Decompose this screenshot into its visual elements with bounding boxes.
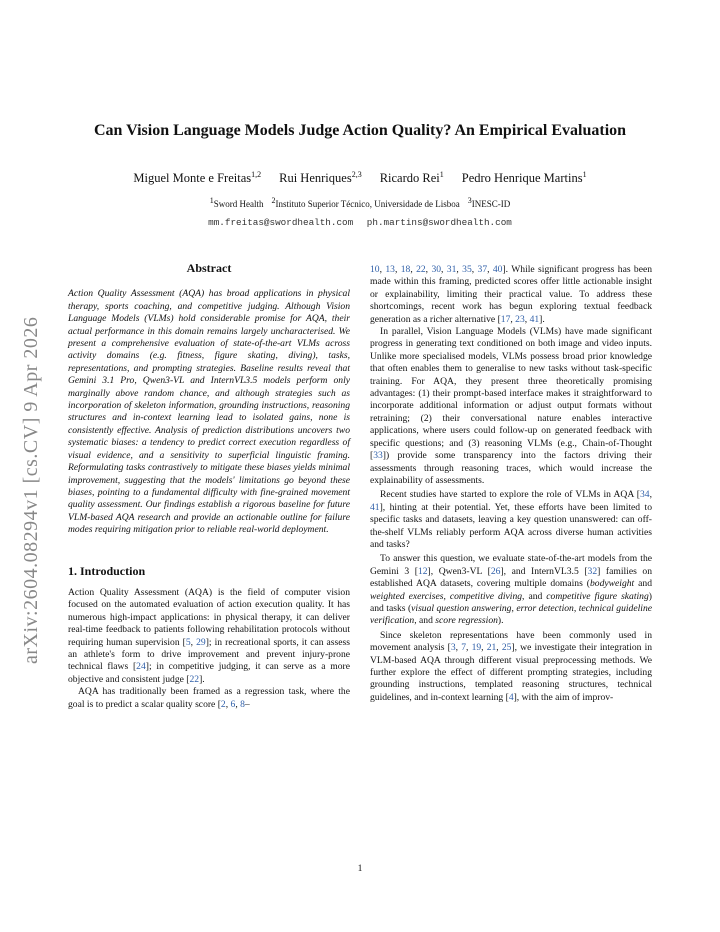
citation-link[interactable]: 22 [189,673,200,685]
citation-link[interactable]: 12 [417,565,428,577]
citation-link[interactable]: 23 [515,313,525,325]
citation-link[interactable]: 4 [508,691,514,703]
citation-link[interactable]: 37 [477,264,488,275]
abstract-body: Action Quality Assessment (AQA) has broad applications in physical therapy, sports coaching, and competitive judging. Although Vision Language Models (VLMs) hold considerable promise for AQA, their actual performance in this domain remains largely uncharacterised. We present a comprehensive evaluation of state-of-the-art VLMs across activity domains (e.g. fitness, figure skating, diving), tasks, representations, and prompting strategies. Baseline results reveal that Gemini 3.1 Pro, Qwen3-VL and InternVL3.5 models perform only marginally above random chance, and although strategies such as incorporation of skeleton information, grounding instructions, reasoning structures and in-context learning lead to isolated gains, none is consistently effective. Analysis of prediction distributions uncovers two systematic biases: a tendency to predict correct execution regardless of visual evidence, and a sensitivity to superficial linguistic framing. Reformulating tasks contrastively to mitigate these biases yields minimal improvement, suggesting that the models' limitations go beyond these biases, pointing to a fundamental difficulty with fine-grained movement quality assessment. Our findings establish a rigorous baseline for future VLM-based AQA research and provide an actionable outline for failure modes requiring mitigation prior to reliable real-world deployment. [68,288,350,536]
citation-link[interactable]: 29 [196,636,206,648]
citation-link[interactable]: 2 [220,698,226,710]
right-column [370,264,652,704]
emphasis-text: visual question answering [411,602,512,614]
citation-link[interactable]: 32 [587,565,598,577]
citation-link[interactable]: 7 [461,642,467,654]
emphasis-text: weighted exercises [370,590,444,602]
body-paragraph: To answer this question, we evaluate state-of-the-art models from the Gemini 3 [12], Qwen3-VL [26], and InternVL3.5 [32] families on established AQA datasets, covering multiple domains (bodyweight and weighted exercises, competitive diving, and competitive figure skating) and tasks (visual question answering, error detection, technical guideline verification, and score regression). [370,553,653,627]
citation-link[interactable]: 17 [500,313,511,325]
citation-link[interactable]: 5 [185,636,191,648]
body-paragraph: In parallel, Vision Language Models (VLMs) have made significant progress in generating text conditioned on both image and video inputs. Unlike more specialised models, VLMs possess broad prior knowledge that often enables them to generalise to new tasks without task-specific training. For AQA, they present three theoretically promising advantages: (1) their prompt-based interface makes it straightforward to incorporate additional information or adjust output formats without retraining; (2) their conversational nature enables interactive applications, where users could follow-up on generated feedback with specific questions; and (3) reasoning VLMs (e.g., Chain-of-Thought [33]) provide some transparency into the factors driving their assessments through reasoning traces, which would increase the explainability of assessments. [370,326,652,486]
intro-paragraph: Action Quality Assessment (AQA) is the field of computer vision focused on the automated evaluation of action execution quality. It has numerous high-impact applications: in physical therapy, it can deliver real-time feedback to patients following rehabilitation protocols without requiring human supervision [5, 29]; in recreational sports, it can assess an athlete's form to drive improvement and prevent injury-prone technical flaws [24]; in competitive judging, it can serve as a more objective and consistent judge [22]. [68,586,351,685]
citation-link[interactable]: 34 [640,489,650,501]
citation-link[interactable]: 3 [450,642,456,654]
affiliation: $^2$Instituto Superior Técnico, Universidade de Lisboa [271,196,460,209]
email-address[interactable]: ph.martins@swordhealth.com [366,217,512,228]
citation-link[interactable]: 30 [431,264,442,275]
affiliation: $^3$INESC-ID [467,196,511,209]
emphasis-text: technical guideline verification [370,602,653,627]
citation-link[interactable]: 8 [240,698,245,710]
email-address[interactable]: mm.freitas@swordhealth.com [208,217,354,228]
author-name: Miguel Monte e Freitas$^{1,2}$ [133,170,262,186]
citation-link[interactable]: 33 [373,450,383,462]
citation-link[interactable]: 18 [400,264,411,275]
introduction-heading: 1. Introduction [68,563,146,578]
citation-link[interactable]: 13 [385,264,395,275]
citation-link[interactable]: 22 [416,264,426,275]
body-paragraph: Recent studies have started to explore the role of VLMs in AQA [34, 41], hinting at their potential. Yet, these efforts have been limited to specific tasks and datasets, leaving a key question unanswered: can off-the-shelf VLMs reliably perform AQA across diverse human activities and tasks? [370,489,652,550]
emphasis-text: competitive figure skating [546,590,649,602]
email-list [0,217,720,228]
left-column [68,262,350,711]
citation-link[interactable]: 6 [230,698,236,710]
emphasis-text: competitive diving [449,590,523,602]
citation-link[interactable]: 35 [462,264,472,275]
emphasis-text: error detection [516,602,574,614]
body-paragraph: 10, 13, 18, 22, 30, 31, 35, 37, 40]. While significant progress has been made within this framing, predicted scores offer little actionable insight or explainability, limiting their practical value. To address these shortcomings, recent work has begun exploring textual feedback generation as a richer alternative [17, 23, 41]. [370,264,653,325]
citation-link[interactable]: 25 [501,642,512,654]
author-list [0,170,720,186]
citation-link[interactable]: 10 [370,264,380,275]
citation-link[interactable]: 26 [490,565,501,577]
citation-link[interactable]: 41 [370,501,380,513]
citation-link[interactable]: 41 [529,313,540,325]
author-name: Pedro Henrique Martins$^1$ [461,170,587,186]
affiliation-list [0,196,720,209]
intro-paragraph: AQA has traditionally been framed as a regression task, where the goal is to predict a scalar quality score [2, 6, 8– [68,686,350,710]
citation-link[interactable]: 31 [446,264,457,275]
body-paragraph: Since skeleton representations have been commonly used in movement analysis [3, 7, 19, 21, 25], we investigate their integration in VLM-based AQA through different visual preprocessing methods. We further explore the effect of different prompting strategies, including grounding instructions, templated reasoning structures, technical guidelines, and in-context learning [4], with the aim of improv- [370,629,653,703]
page-number: 1 [357,863,363,874]
emphasis-text: bodyweight [589,578,635,590]
emphasis-text: score regression [435,615,498,627]
author-name: Rui Henriques$^{2,3}$ [279,170,362,186]
affiliation: $^1$Sword Health [209,196,264,209]
author-name: Ricardo Rei$^1$ [379,170,444,186]
citation-link[interactable]: 40 [492,264,503,275]
abstract-heading: Abstract [186,261,232,275]
citation-link[interactable]: 19 [471,642,482,654]
citation-link[interactable]: 21 [486,642,497,654]
paper-title: Can Vision Language Models Judge Action Quality? An Empirical Evaluation [93,122,627,139]
citation-link[interactable]: 24 [136,661,146,673]
arxiv-side-identifier[interactable]: arXiv:2604.08294v1 [cs.CV] 9 Apr 2026 [20,316,42,664]
